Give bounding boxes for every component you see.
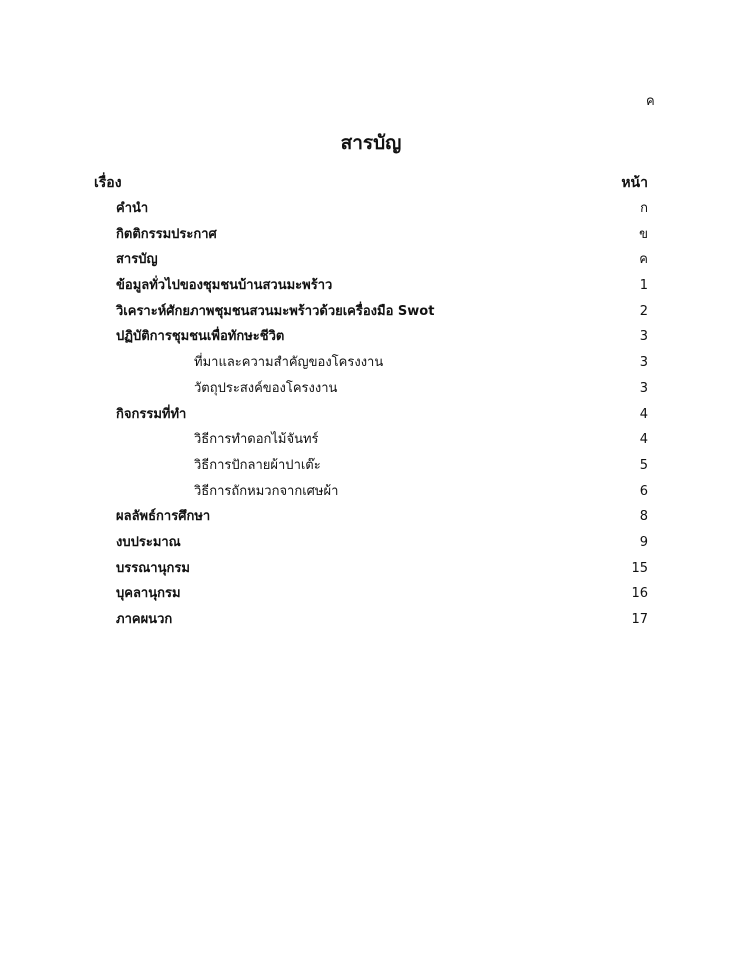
toc-entry-label: กิตติกรรมประกาศ — [116, 226, 217, 242]
toc-entry-page: 4 — [639, 406, 648, 422]
toc-entry-page: 3 — [639, 329, 648, 345]
toc-entry-label: ปฏิบัติการชุมชนเพื่อทักษะชีวิต — [116, 329, 285, 345]
toc-header-page: หน้า — [621, 175, 648, 191]
toc-entry-label: ข้อมูลทั่วไปของชุมชนบ้านสวนมะพร้าว — [116, 278, 333, 294]
toc-entry — [94, 222, 648, 248]
toc-entry-page: 16 — [631, 586, 648, 602]
toc-entry-page: ก — [640, 201, 648, 216]
toc-header — [94, 172, 648, 192]
toc-entry — [94, 556, 648, 582]
toc-entry-label: บรรณานุกรม — [116, 560, 190, 576]
toc-entry-page: 4 — [639, 432, 648, 448]
toc-entry-page: ค — [639, 252, 648, 268]
toc-entry — [94, 530, 648, 556]
table-of-contents — [94, 196, 648, 633]
page-number: ค — [646, 94, 655, 109]
toc-entry-label: ที่มาและความสำคัญของโครงงาน — [194, 355, 384, 371]
toc-entry — [94, 324, 648, 350]
toc-entry-label: กิจกรรมที่ทำ — [116, 406, 187, 422]
toc-entry-page: 5 — [639, 457, 648, 473]
toc-entry — [94, 607, 648, 633]
toc-entry-page: 9 — [639, 534, 648, 550]
toc-entry — [94, 350, 648, 376]
toc-entry — [94, 273, 648, 299]
toc-entry — [94, 196, 648, 222]
toc-entry — [94, 453, 648, 479]
toc-entry-page: 17 — [631, 612, 648, 627]
toc-entry-label: วัตถุประสงค์ของโครงงาน — [194, 380, 338, 396]
toc-header-topic: เรื่อง — [94, 175, 122, 191]
toc-entry — [94, 479, 648, 505]
toc-entry-label: วิธีการทำดอกไม้จันทร์ — [194, 432, 319, 448]
toc-entry-label: คำนำ — [116, 201, 149, 216]
toc-entry — [94, 402, 648, 428]
toc-entry-label: วิธีการถักหมวกจากเศษผ้า — [194, 483, 339, 499]
toc-entry — [94, 581, 648, 607]
toc-entry-label: สารบัญ — [116, 252, 158, 268]
toc-entry-page: 8 — [639, 509, 648, 525]
toc-entry — [94, 299, 648, 325]
toc-entry-label: ผลลัพธ์การศึกษา — [116, 509, 211, 525]
toc-entry-page: 6 — [639, 483, 648, 499]
toc-entry — [94, 504, 648, 530]
toc-entry-page: 3 — [639, 380, 648, 396]
toc-entry-label: ภาคผนวก — [116, 612, 173, 627]
toc-entry-page: 15 — [631, 560, 648, 576]
toc-entry-label: วิเคราะห์ศักยภาพชุมชนสวนมะพร้าวด้วยเครื่องมือ Swot — [116, 303, 435, 319]
toc-entry — [94, 247, 648, 273]
toc-entry-page: 1 — [639, 278, 648, 294]
toc-entry — [94, 427, 648, 453]
toc-entry-label: วิธีการปักลายผ้าปาเต๊ะ — [194, 457, 321, 473]
toc-entry-label: บุคลานุกรม — [116, 586, 181, 602]
toc-entry-page: ข — [639, 226, 648, 242]
toc-entry — [94, 376, 648, 402]
toc-entry-label: งบประมาณ — [116, 534, 181, 550]
page-title: สารบัญ — [340, 132, 402, 154]
toc-entry-page: 2 — [639, 303, 648, 319]
toc-entry-page: 3 — [639, 355, 648, 371]
